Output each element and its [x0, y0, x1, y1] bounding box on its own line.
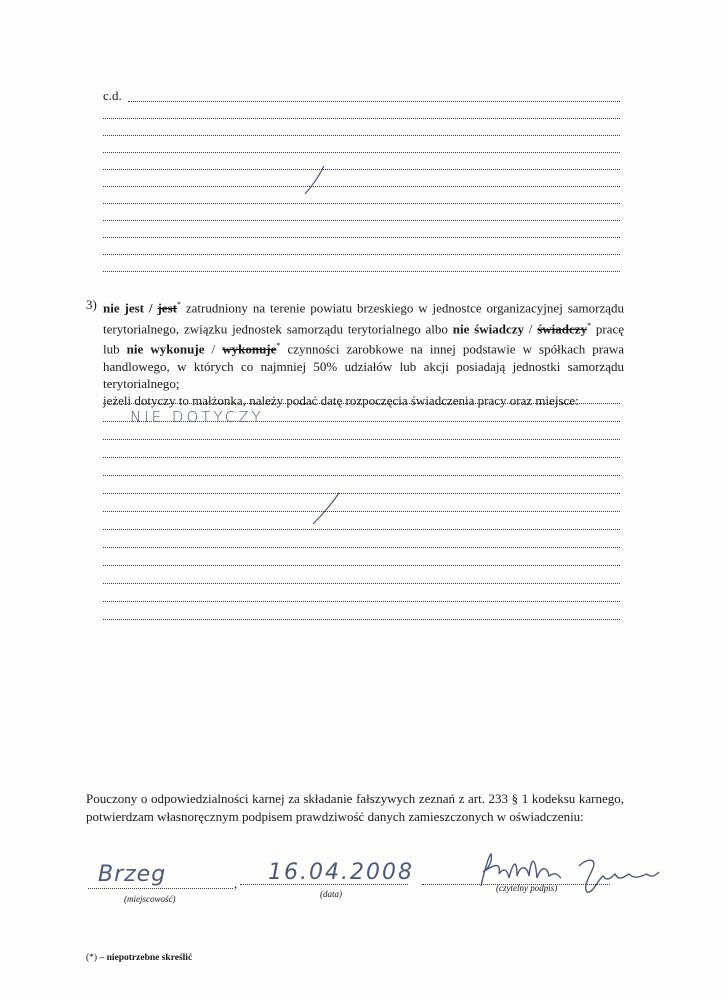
handwritten-date: 16.04.2008: [268, 860, 414, 885]
answer-line: [103, 186, 620, 187]
answer-line: [103, 152, 620, 153]
item-number: 3): [86, 297, 97, 312]
date-line: [240, 884, 408, 885]
liability-statement: Pouczony o odpowiedzialności karnej za składanie fałszywych zeznań z art. 233 § 1 kodeksu karnego, potwierdzam własnoręcznym podpisem prawdziwość danych zamieszczonych w oświadczeniu:: [86, 791, 624, 824]
answer-line: [103, 254, 620, 255]
date-caption: (data): [320, 889, 342, 899]
answer-line: [103, 619, 620, 620]
place-line: [88, 888, 233, 889]
option-providing-struck: świadczy: [537, 320, 588, 336]
answer-line: [103, 118, 620, 119]
answer-line: [103, 547, 620, 548]
place-caption: (miejscowość): [124, 894, 176, 904]
answer-line: [103, 457, 620, 458]
answer-line: [103, 220, 620, 221]
answer-line: [103, 565, 620, 566]
handwritten-signature: [475, 848, 665, 908]
item-3-text: nie jest / jest* zatrudniony na terenie powiatu brzeskiego w jednostce organizacyjnej samorządu terytorialnego, związku jednostek samorządu terytorialnego albo nie świadczy / świadczy* pracę lub nie wykonuje / wykonuje* czynności zarobkowe na innej podstawie w spółkach prawa handlowego, w których co najmniej 50% udziałów lub akcji posiadają jednostki samorządu terytorialnego; jeżeli dotyczy to małżonka, należy podać datę rozpoczęcia świadczenia pracy oraz miejsce:: [103, 300, 625, 409]
answer-line: [103, 493, 620, 494]
handwritten-place: Brzeg: [98, 862, 167, 887]
option-performing-struck: wykonuje: [222, 341, 277, 357]
handwritten-answer: NIE DOTYCZY: [130, 408, 264, 426]
answer-line: [103, 475, 620, 476]
item-3: [86, 296, 624, 410]
option-employed-struck: jest: [157, 300, 177, 316]
crossout-stroke: [300, 160, 330, 200]
answer-line: [103, 403, 620, 404]
continuation-label: c.d.: [103, 88, 122, 103]
answer-line: [103, 271, 620, 272]
answer-line: [103, 237, 620, 238]
spouse-question: jeżeli dotyczy to małżonka, należy podać datę rozpoczęcia świadczenia pracy oraz miejsce:: [103, 393, 579, 409]
crossout-stroke: [305, 488, 345, 530]
answer-line: [103, 203, 620, 204]
answer-line: [103, 601, 620, 602]
answer-line: [103, 583, 620, 584]
signature-caption: (czytelny podpis): [496, 883, 558, 893]
answer-line: [103, 169, 620, 170]
answer-line: [103, 439, 620, 440]
answer-line: [103, 511, 620, 512]
footnote: (*) – niepotrzebne skreślić: [86, 953, 193, 963]
answer-line: [103, 135, 620, 136]
answer-line: [128, 101, 620, 102]
form-page: c.d. 3) nie jest / jest* zatrudniony na terenie powiatu brzeskiego w jednostce organizacyjnej samorządu terytorialnego, związku jednostek samorządu terytorialnego albo nie świadczy / świadczy* pracę lub nie wykonuje / wykonuje* czynności zarobkowe na innej podstawie w spółkach prawa handlowego, w których co najmniej 50% udziałów lub akcji posiadają jednostki samorządu terytorialnego; jeżeli dotyczy to małżonka, należy podać datę rozpoczęcia świadczenia pracy oraz miejsce: NIE DOTYCZY Pouczony o odpowiedzialności karnej za składanie fałszywych zeznań z art. 233 § 1 kodeksu karnego, potwierdzam własnoręcznym podpisem prawdziwość danych zamieszczonych w oświadczeniu: Brzeg , (miejscowość) 16.04.2008 (data) (czytelny podpis) (*) – niepotrzebne skreślić: [0, 0, 726, 1000]
answer-line: [103, 529, 620, 530]
option-not-providing: nie świadczy: [452, 320, 524, 336]
option-not-employed: nie jest: [103, 300, 144, 316]
option-not-performing: nie wykonuje: [126, 341, 205, 357]
